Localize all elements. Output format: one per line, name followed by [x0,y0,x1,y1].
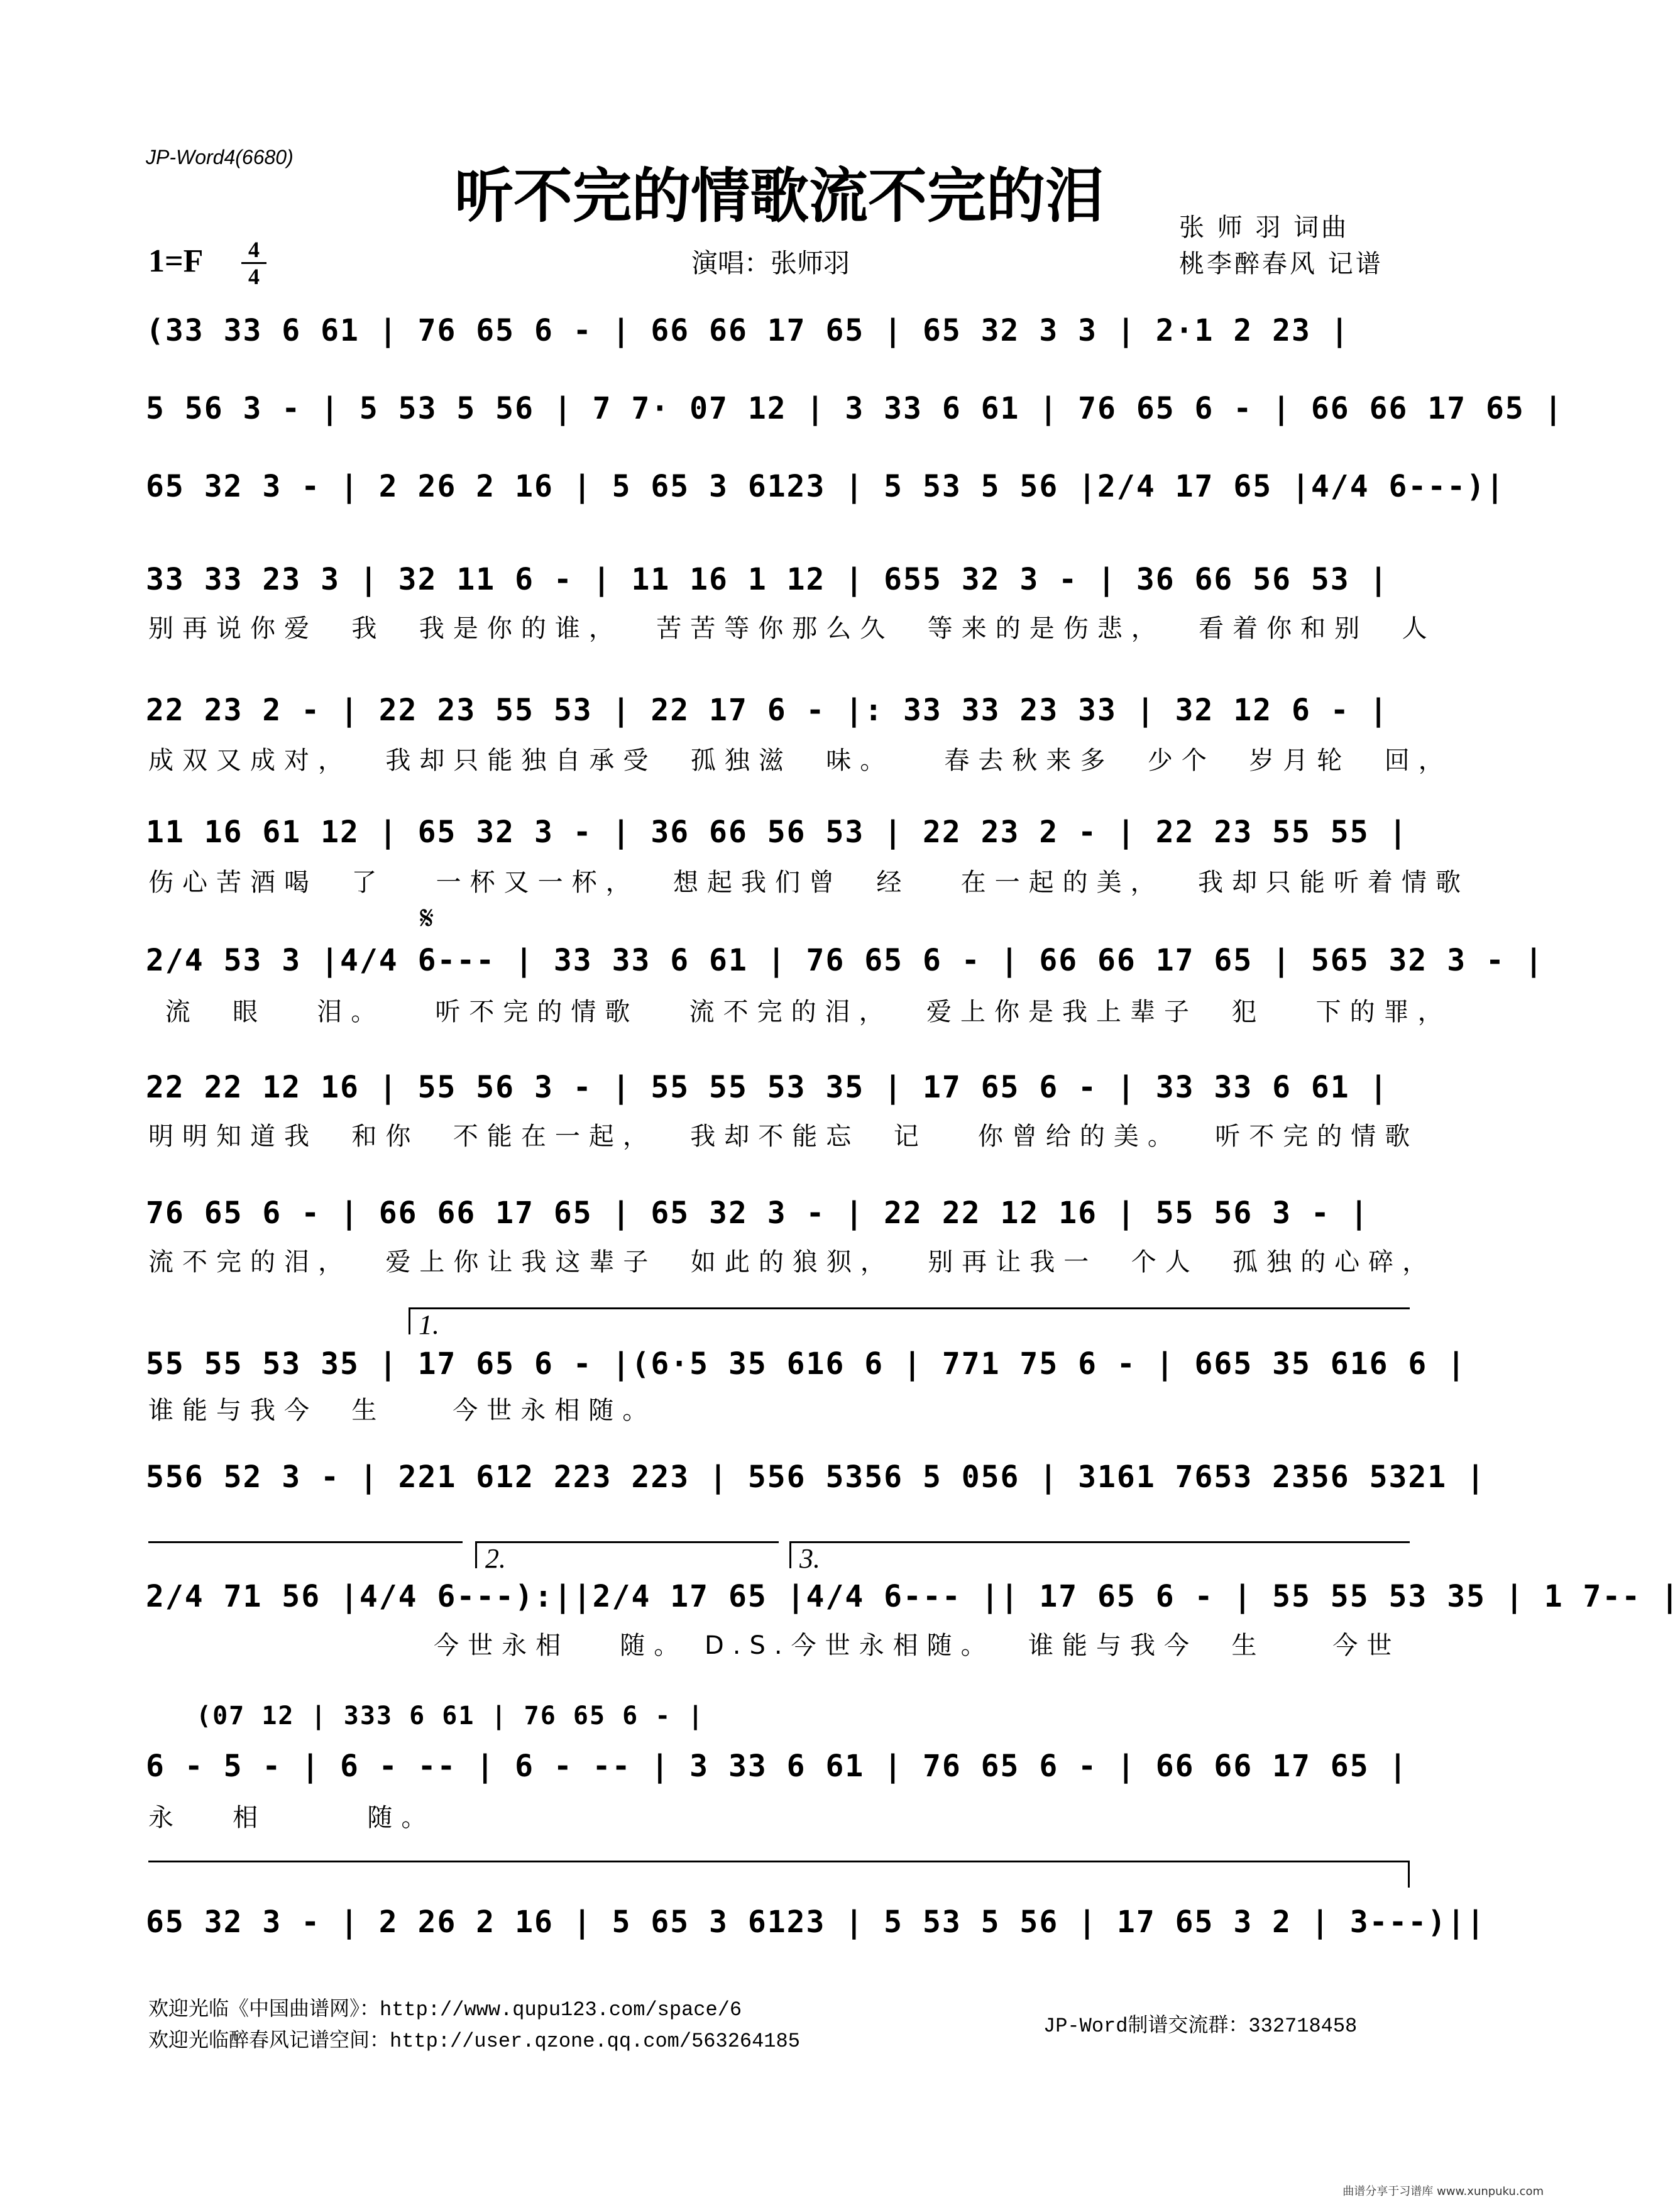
watermark-text: 曲谱分享于习谱库 www.xunpuku.com [1342,2185,1544,2198]
performer: 演唱：张师羽 [691,248,850,278]
volta-bracket-3 [789,1541,1410,1568]
score-row: 65 32 3 - | 2 26 2 16 | 5 65 3 6123 | 5 53 5 56 | 17 65 3 2 | 3---)|| [146,1905,1486,1940]
lyric-row: 流 眼 泪。 听不完的情歌 流不完的泪， 爱上你是我上辈子 犯 下的罪， [148,998,1452,1026]
lyric-row: 流不完的泪， 爱上你让我这辈子 如此的狼狈， 别再让我一 个人 孤独的心碎， [148,1248,1437,1277]
lyric-row: 别再说你爱 我 我是你的谁， 苦苦等你那么久 等来的是伤悲， 看着你和别 人 [148,614,1436,643]
software-label: JP-Word4(6680) [146,146,294,168]
score-row: (33 33 6 61 | 76 65 6 - | 66 66 17 65 | 65 32 3 3 | 2·1 2 23 | [146,313,1350,348]
score-row: 33 33 23 3 | 32 11 6 - | 11 16 1 12 | 655 32 3 - | 36 66 56 53 | [146,562,1389,597]
score-row: 6 - 5 - | 6 - -- | 6 - -- | 3 33 6 61 | 76 65 6 - | 66 66 17 65 | [146,1749,1408,1784]
volta-bracket-1 [409,1307,1410,1334]
volta-1-label: 1. [419,1309,439,1340]
volta-bracket-2 [475,1541,779,1568]
footer-link-qzone: 欢迎光临醉春风记谱空间：http://user.qzone.qq.com/563264185 [148,2030,800,2053]
upper-staff-row: (07 12 | 333 6 61 | 76 65 6 - | [196,1702,705,1730]
volta-bracket-open [148,1541,463,1568]
lyric-row: 谁能与我今 生 今世永相随。 [148,1396,657,1425]
score-row: 2/4 53 3 |4/4 6--- | 33 33 6 61 | 76 65 6 - | 66 66 17 65 | 565 32 3 - | [146,943,1544,978]
score-row: 5 56 3 - | 5 53 5 56 | 7 7· 07 12 | 3 33 6 61 | 76 65 6 - | 66 66 17 65 | [146,391,1564,426]
score-row: 22 23 2 - | 22 23 55 53 | 22 17 6 - |: 33 33 23 33 | 32 12 6 - | [146,693,1389,728]
lyric-row: 成双又成对， 我却只能独自承受 孤独滋 味。 春去秋来多 少个 岁月轮 回， [148,746,1452,775]
lyric-row: 永 相 随。 [148,1803,436,1832]
meter-bottom: 4 [248,264,260,289]
score-row: 11 16 61 12 | 65 32 3 - | 36 66 56 53 | 22 23 2 - | 22 23 55 55 | [146,815,1408,850]
footer-link-qupu: 欢迎光临《中国曲谱网》：http://www.qupu123.com/space/6 [148,1998,742,2021]
segno-sign: 𝄋 [420,901,434,937]
ending-bracket [148,1861,1410,1888]
score-row: 2/4 71 56 |4/4 6---):||2/4 17 65 |4/4 6--- || 17 65 6 - | 55 55 53 35 | 1 7-- | [146,1579,1680,1614]
composer-credit: 张 师 羽 词曲 [1179,213,1349,242]
meter-top: 4 [248,237,260,262]
lyric-row: 明明知道我 和你 不能在一起， 我却不能忘 记 你曾给的美。 听不完的情歌 [148,1122,1419,1151]
lyric-row: 伤心苦酒喝 了 一杯又一杯， 想起我们曾 经 在一起的美， 我却只能听着情歌 [148,868,1470,897]
score-row: 55 55 53 35 | 17 65 6 - |(6·5 35 616 6 | 771 75 6 - | 665 35 616 6 | [146,1346,1467,1382]
footer-group: JP-Word制谱交流群：332718458 [1043,2015,1358,2038]
volta-2-label: 2. [485,1543,506,1574]
volta-3-label: 3. [799,1543,820,1574]
key-signature: 1=F [148,243,204,279]
song-title: 听不完的情歌流不完的泪 [454,162,1104,231]
score-row: 22 22 12 16 | 55 56 3 - | 55 55 53 35 | 17 65 6 - | 33 33 6 61 | [146,1070,1389,1105]
lyric-row: 今世永相 随。 D.S.今世永相随。 谁能与我今 生 今世 [148,1631,1401,1660]
score-row: 65 32 3 - | 2 26 2 16 | 5 65 3 6123 | 5 53 5 56 |2/4 17 65 |4/4 6---)| [146,469,1505,504]
score-row: 556 52 3 - | 221 612 223 223 | 556 5356 5 056 | 3161 7653 2356 5321 | [146,1460,1486,1495]
transcriber-credit: 桃李醉春风 记谱 [1179,250,1383,278]
time-signature [241,238,266,289]
score-row: 76 65 6 - | 66 66 17 65 | 65 32 3 - | 22 22 12 16 | 55 56 3 - | [146,1196,1370,1231]
